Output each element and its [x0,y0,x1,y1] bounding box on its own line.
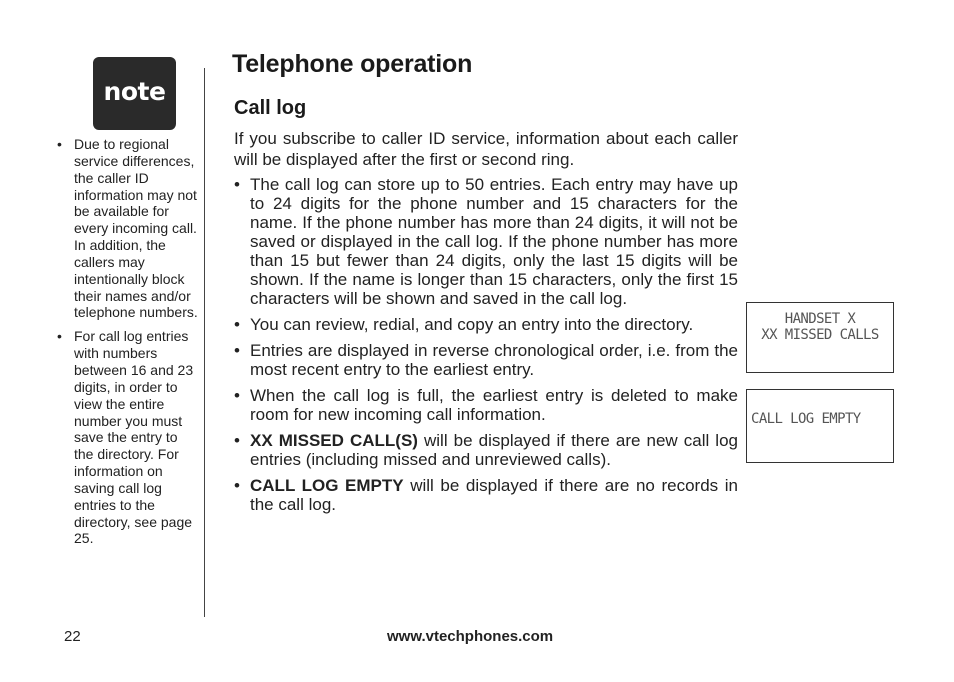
sidebar-note: • Due to regional service differences, the caller ID information may not be available for every incoming call. In addition, the callers may intentionally block their names and/or telephone numbers. [56,136,200,321]
section-title: Call log [234,97,307,119]
intro-paragraph: If you subscribe to caller ID service, information about each caller will be displayed after the first or second ring. [234,129,738,169]
bullet-bold-term: XX MISSED CALL(S) [250,431,418,450]
bullet-text: The call log can store up to 50 entries. Each entry may have up to 24 digits for the phone number and 15 characters for the name. If the phone number has more than 24 digits, it will not be saved or displayed in the call log. If the phone number has more than 15 but fewer than 24 digits, only the last 15 digits will be shown. If the name is longer than 15 characters, only the first 15 characters will be shown and saved in the call log. [250,175,738,308]
note-badge-label: note [103,77,166,106]
bullet-text: will be displayed if there are no records in the call log. [250,476,738,514]
lcd-screen-missed-calls [746,302,894,373]
bullet-text: When the call log is full, the earliest entry is deleted to make room for new incoming call information. [250,386,738,424]
bullet-text: Entries are displayed in reverse chronological order, i.e. from the most recent entry to the earliest entry. [250,341,738,379]
sidebar-notes [56,136,200,554]
lcd-line: HANDSET X [784,311,856,327]
lcd-line: CALL LOG EMPTY [751,411,861,427]
lcd-screen-call-log-empty [746,389,894,463]
bullet-item [234,315,738,334]
bullet-item [234,175,738,308]
bullet-bold-term: CALL LOG EMPTY [250,476,404,495]
bullet-item [234,341,738,379]
footer-url: www.vtechphones.com [387,628,554,645]
lcd-line: XX MISSED CALLS [761,327,879,343]
sidebar-divider [204,68,205,617]
page-title: Telephone operation [232,50,473,78]
note-badge [93,57,176,130]
bullet-item [234,476,738,514]
bullet-text: will be displayed if there are new call log entries (including missed and unreviewed calls). [250,431,738,469]
call-log-bullets [234,175,738,521]
page-number: 22 [64,628,81,645]
bullet-item [234,431,738,469]
bullet-text: You can review, redial, and copy an entry into the directory. [250,315,694,334]
sidebar-note: • For call log entries with numbers between 16 and 23 digits, in order to view the entire number you must save the entry to the directory. For information on saving call log entries to the directory, see page 25. [56,328,200,547]
bullet-item [234,386,738,424]
